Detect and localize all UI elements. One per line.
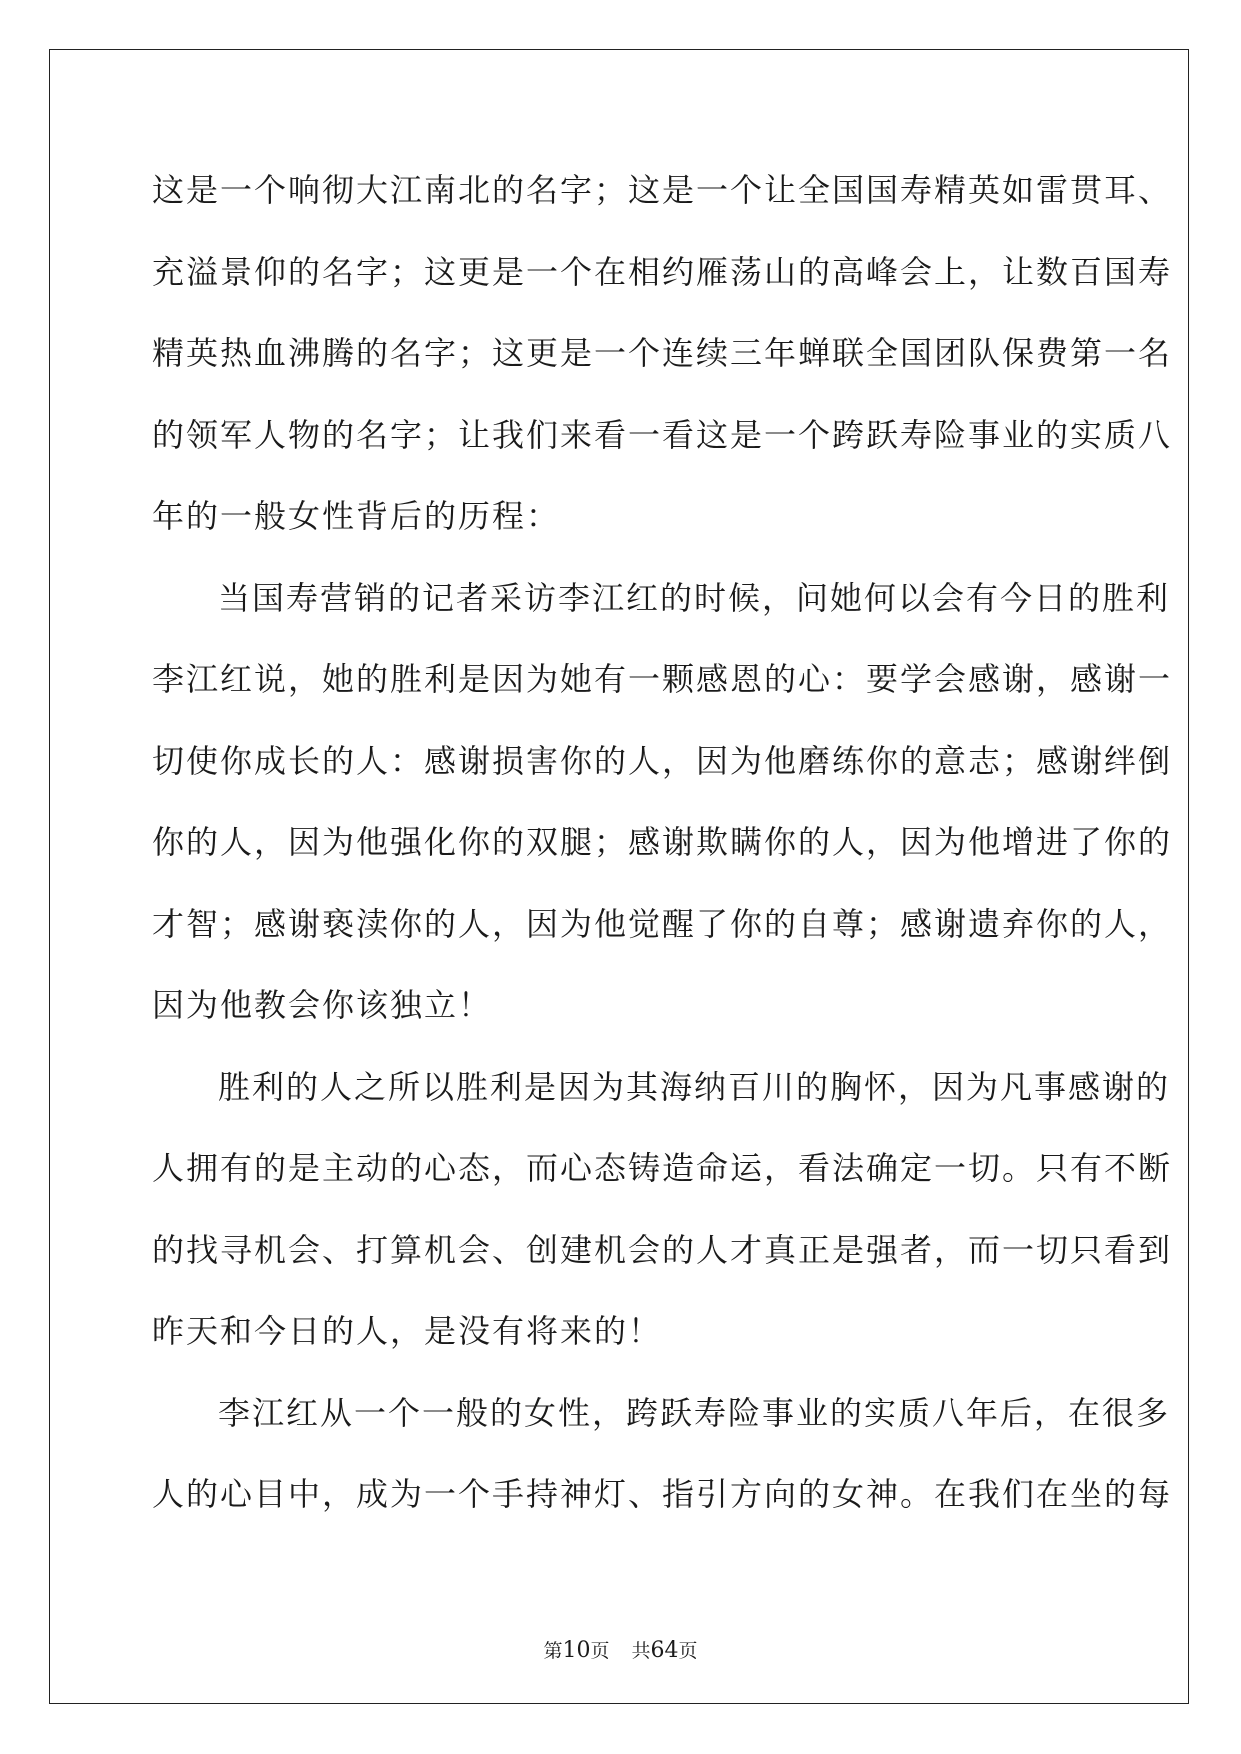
text-line-6: 当国寿营销的记者采访李江红的时候，问她何以会有今日的胜利 [218,578,1171,617]
text-line-3: 精英热血沸腾的名字；这更是一个连续三年蝉联全国团队保费第一名 [152,334,1173,372]
text-line-2: 充溢景仰的名字；这更是一个在相约雁荡山的高峰会上，让数百国寿 [152,252,1173,291]
total-prefix: 共 [631,1640,651,1662]
text-line-8: 切使你成长的人：感谢损害你的人，因为他磨练你的意志；感谢绊倒 [152,741,1173,780]
text-line-16: 李江红从一个一般的女性，跨跃寿险事业的实质八年后，在很多 [218,1393,1171,1432]
page-footer [0,1636,1241,1663]
text-line-5: 年的一般女性背后的历程： [152,497,561,535]
text-line-13: 人拥有的是主动的心态，而心态铸造命运，看法确定一切。只有不断 [152,1149,1173,1187]
text-line-7: 李江红说，她的胜利是因为她有一颗感恩的心：要学会感谢，感谢一 [152,660,1173,698]
text-line-12: 胜利的人之所以胜利是因为其海纳百川的胸怀，因为凡事感谢的 [218,1067,1171,1106]
page-suffix: 页 [590,1640,610,1662]
text-line-15: 昨天和今日的人，是没有将来的！ [152,1312,663,1350]
page-prefix: 第 [543,1640,563,1662]
text-line-1: 这是一个响彻大江南北的名字；这是一个让全国国寿精英如雷贯耳、 [152,171,1173,209]
text-line-11: 因为他教会你该独立！ [152,986,493,1024]
text-line-4: 的领军人物的名字；让我们来看一看这是一个跨跃寿险事业的实质八 [152,415,1173,454]
text-line-9: 你的人，因为他强化你的双腿；感谢欺瞒你的人，因为他增进了你的 [152,823,1173,861]
text-line-10: 才智；感谢亵渎你的人，因为他觉醒了你的自尊；感谢遗弃你的人， [152,904,1173,943]
text-line-14: 的找寻机会、打算机会、创建机会的人才真正是强者，而一切只看到 [152,1230,1173,1269]
document-body [152,160,1173,1546]
total-pages: 64 [650,1638,679,1663]
page-number: 10 [562,1638,591,1663]
text-line-17: 人的心目中，成为一个手持神灯、指引方向的女神。在我们在坐的每 [152,1475,1173,1513]
total-suffix: 页 [678,1640,698,1662]
